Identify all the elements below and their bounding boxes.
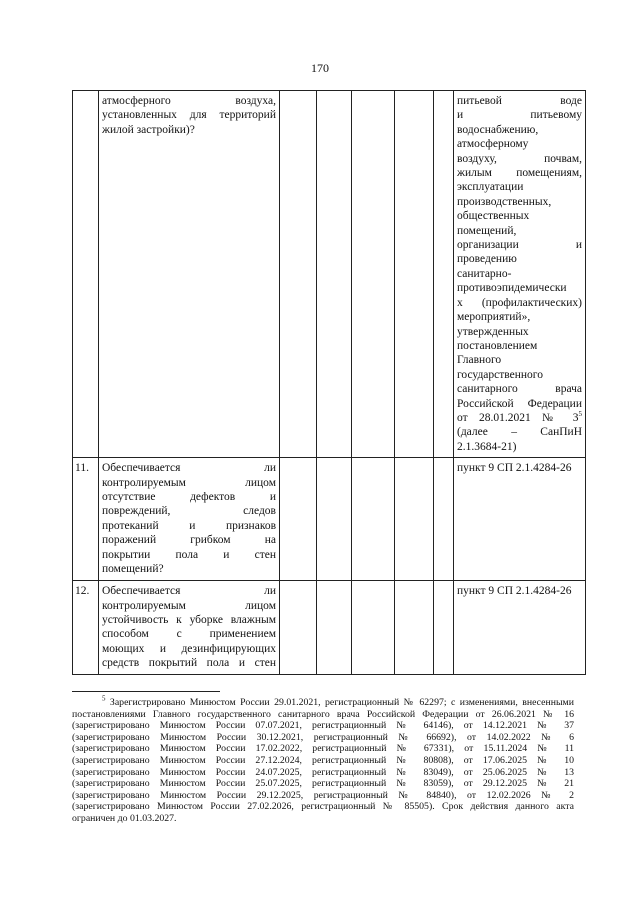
page-number: 170 <box>311 61 329 75</box>
question-line: Обеспечивается ли <box>102 585 276 598</box>
requirement-line: утвержденных <box>457 325 529 338</box>
requirement-line: Главного <box>457 354 502 367</box>
question-line: протеканий и признаков <box>102 519 276 532</box>
requirement-line: 2.1.3684-21) <box>457 440 517 453</box>
row-number: 11. <box>73 458 99 581</box>
answer-no-cell <box>317 91 352 458</box>
requirement-line: и питьевому <box>457 109 582 122</box>
answer-no-cell <box>317 581 352 674</box>
note-cell <box>395 91 434 458</box>
requirement-line: общественных <box>457 210 530 223</box>
footnote-line: (зарегистрировано Минюстом России 24.07.2025, регистрационный № 83049), от 25.06.2025 № 13 <box>72 766 574 778</box>
question-line: повреждений, следов <box>102 505 276 518</box>
answer-na-cell <box>352 458 395 581</box>
answer-na-cell <box>352 91 395 458</box>
requirement-line-text: от 28.01.2021 № 3 <box>457 411 579 424</box>
requirement-line: Российской Федерации <box>457 397 582 410</box>
question-cell <box>99 581 280 674</box>
row-number <box>73 91 99 458</box>
requirement-line: постановлением <box>457 339 538 352</box>
question-line: поражений грибком на <box>102 534 276 547</box>
requirement-line: водоснабжению, <box>457 123 539 136</box>
footnote-line: (зарегистрировано Минюстом России 27.12.2024, регистрационный № 80808), от 17.06.2025 № 10 <box>72 754 574 766</box>
requirement-line: атмосферному <box>457 138 529 151</box>
question-line: контролируемым лицом <box>102 599 276 612</box>
footnote-line: (зарегистрировано Минюстом России 17.02.2022, регистрационный № 67331), от 15.11.2024 № 11 <box>72 743 574 755</box>
requirement-line: (далее – СанПиН <box>457 426 582 439</box>
question-cell <box>99 91 280 458</box>
question-line: отсутствие дефектов и <box>102 490 276 503</box>
question-line: жилой застройки)? <box>102 123 195 136</box>
question-line: Обеспечивается ли <box>102 462 276 475</box>
footnote-line: (зарегистрировано Минюстом России 07.07.2021, регистрационный № 64146), от 14.12.2021 № 37 <box>72 720 574 732</box>
answer-yes-cell <box>280 458 317 581</box>
footnote <box>72 694 574 825</box>
requirement-line: проведению <box>457 253 517 266</box>
footnote-line: (зарегистрировано Минюстом России 25.07.2025, регистрационный № 83059), от 29.12.2025 № 21 <box>72 778 574 790</box>
question-line: атмосферного воздуха, <box>102 95 276 107</box>
requirement-cell <box>454 91 586 458</box>
question-line: моющих и дезинфицирующих <box>102 642 276 655</box>
question-line: покрытии пола и стен <box>102 548 276 561</box>
requirement-line: мероприятий», <box>457 311 531 324</box>
footnote-line: ограничен до 01.03.2027. <box>72 812 177 824</box>
requirement-line: питьевой воде <box>457 95 582 107</box>
requirement-line: воздуху, почвам, <box>457 152 582 165</box>
question-line: средств покрытий пола и стен <box>102 657 276 670</box>
requirement-line: производственных, <box>457 195 552 208</box>
answer-yes-cell <box>280 91 317 458</box>
question-line: устойчивость к уборке влажным <box>102 613 276 626</box>
requirement-line: противоэпидемически <box>457 282 567 295</box>
question-line: помещений? <box>102 563 164 575</box>
question-line: контролируемым лицом <box>102 476 276 489</box>
footnote-separator <box>72 691 220 692</box>
requirement-line: х (профилактических) <box>457 296 582 309</box>
narrow-cell <box>434 458 454 581</box>
narrow-cell <box>434 581 454 674</box>
table-row <box>73 91 586 458</box>
answer-na-cell <box>352 581 395 674</box>
table-row <box>73 458 586 581</box>
requirement-line: помещений, <box>457 224 517 237</box>
footnote-line-text: Зарегистрировано Минюстом России 29.01.2021, регистрационный № 62297; с изменениями, внесенными <box>109 697 574 708</box>
narrow-cell <box>434 91 454 458</box>
requirement-line: санитарно- <box>457 267 512 280</box>
note-cell <box>395 458 434 581</box>
row-number: 12. <box>73 581 99 674</box>
footnote-line <box>72 694 574 709</box>
answer-no-cell <box>317 458 352 581</box>
requirement-cell <box>454 458 586 581</box>
requirement-line: пункт 9 СП 2.1.4284-26 <box>457 462 572 475</box>
requirement-line: жилым помещениям, <box>457 167 582 180</box>
footnote-mark: 5 <box>102 694 106 703</box>
footnote-line: (зарегистрировано Минюстом России 27.02.2026, регистрационный № 85505). Срок действия данного акта <box>72 801 574 813</box>
requirement-cell <box>454 581 586 674</box>
question-cell <box>99 458 280 581</box>
answer-yes-cell <box>280 581 317 674</box>
note-cell <box>395 581 434 674</box>
requirement-line: государственного <box>457 368 543 381</box>
question-line: установленных для территорий <box>102 109 276 122</box>
footnote-ref: 5 <box>578 410 582 419</box>
requirement-line <box>457 411 582 425</box>
requirement-line: эксплуатации <box>457 181 524 194</box>
footnote-line: (зарегистрировано Минюстом России 30.12.2021, регистрационный № 66692), от 14.02.2022 № 6 <box>72 731 574 743</box>
question-line: способом с применением <box>102 628 276 641</box>
checklist-table <box>72 90 586 675</box>
footnote-line: постановлениями Главного государственного санитарного врача Российской Федерации от 26.06.2021 № 16 <box>72 708 574 720</box>
requirement-line: санитарного врача <box>457 383 582 396</box>
table-row <box>73 581 586 674</box>
requirement-line: организации и <box>457 239 582 252</box>
footnote-line: (зарегистрировано Минюстом России 29.12.2025, регистрационный № 84840), от 12.02.2026 № 2 <box>72 789 574 801</box>
requirement-line: пункт 9 СП 2.1.4284-26 <box>457 585 572 598</box>
